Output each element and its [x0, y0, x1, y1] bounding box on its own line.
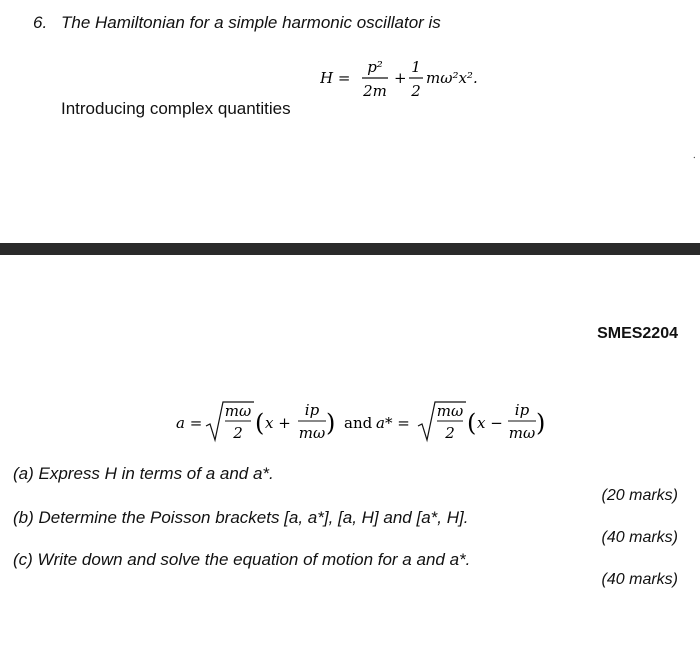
- question-text: The Hamiltonian for a simple harmonic oscillator is: [61, 13, 441, 32]
- sqrt-den-1: 2: [233, 424, 243, 442]
- part-a-marks: (20 marks): [601, 487, 678, 504]
- paren-close-1: ): [326, 409, 336, 437]
- part-c-text: (c) Write down and solve the equation of motion for a and a*.: [13, 550, 471, 569]
- part-c-marks: (40 marks): [601, 571, 678, 588]
- part-b-text: (b) Determine the Poisson brackets [a, a*], [a, H] and [a*, H].: [13, 508, 469, 527]
- ip-num-1: ip: [304, 401, 320, 419]
- sqrt-num-2: mω: [436, 402, 464, 420]
- x-plus: x +: [265, 414, 291, 432]
- hamiltonian-plus: +: [394, 69, 407, 87]
- sqrt-num-1: mω: [224, 402, 252, 420]
- page-code: SMES2204: [597, 325, 678, 342]
- hamiltonian-frac1-num: p²: [367, 58, 383, 76]
- ip-num-2: ip: [514, 401, 530, 419]
- hamiltonian-frac1-den: 2m: [363, 82, 387, 100]
- part-b-marks: (40 marks): [601, 529, 678, 546]
- paren-open-1: (: [255, 409, 265, 437]
- paren-open-2: (: [467, 409, 477, 437]
- intro-text: Introducing complex quantities: [61, 99, 291, 118]
- hamiltonian-frac2-num: 1: [411, 58, 421, 76]
- hamiltonian-lhs: H =: [320, 69, 351, 87]
- part-a-text: (a) Express H in terms of a and a*.: [13, 464, 274, 483]
- x-minus: x −: [477, 414, 503, 432]
- paren-close-2: ): [536, 409, 546, 437]
- page-divider: [0, 243, 700, 255]
- hamiltonian-tail: mω²x².: [426, 69, 478, 87]
- astar-lhs: a* =: [376, 414, 410, 432]
- and-word: and: [344, 414, 373, 432]
- edge-mark: ⸱: [693, 153, 696, 164]
- hamiltonian-equation: [320, 52, 510, 102]
- ip-den-1: mω: [298, 424, 326, 442]
- sqrt-den-2: 2: [445, 424, 455, 442]
- question-number: 6.: [33, 13, 48, 32]
- a-lhs: a =: [176, 414, 203, 432]
- ip-den-2: mω: [508, 424, 536, 442]
- complex-quantities-equation: [172, 398, 552, 448]
- hamiltonian-frac2-den: 2: [411, 82, 421, 100]
